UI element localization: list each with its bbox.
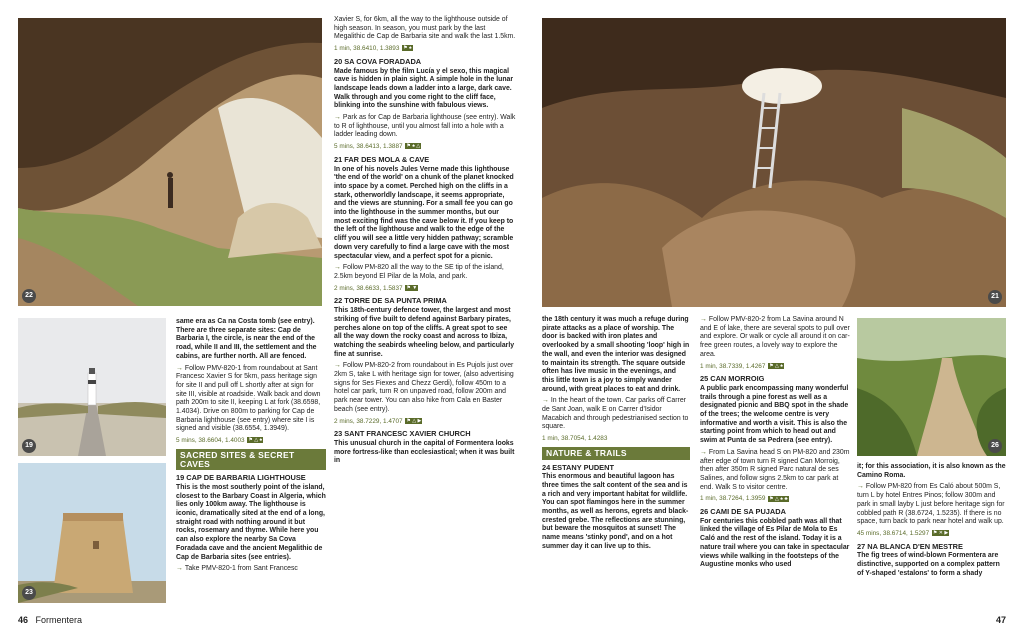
entry-description: In one of his novels Jules Verne made this lighthouse 'the end of the world' on a chunk of the planet knocked into space by a comet. Perched high on the cliffs in a stark, otherworldly landscape, it seems appropriate, and the views are stunning. For a small fee you can go into the lighthouse in the summer months, but our most exciting find was the cave below it. If you keep to the left of the lighthouse and walk to the edge of the cliff you will see a little very hidden pathway; scramble down very carefully to find a large cave with the most spectacular view, and a perfect spot for a picnic. xyxy=(334,165,514,260)
entry-directions: → Park as for Cap de Barbaria lighthouse (see entry). Walk to R of lighthouse, until you almost fall into a hole with a ladder leading down. xyxy=(334,114,516,139)
cami-sa-pujada-photo xyxy=(857,318,1006,456)
entry-directions: → Follow PM-820 from Es Caló about 500m S, turn L by hotel Entres Pinos; follow 300m and park in small layby L just before heritage sign for cobbled path R (38.6724, 1.5235). If there is no space, turn back to park near hotel and walk up. xyxy=(857,483,1005,526)
photo-number: 23 xyxy=(22,586,36,600)
photo-number: 21 xyxy=(988,290,1002,304)
arrow-icon: → xyxy=(542,397,549,405)
entry-description: Made famous by the film Lucía y el sexo, this magical cave is hidden in plain sight. A simple hole in the lunar landscape leads down a ladder into a large, dark cave. Walk through and you come right to the cliff face, blinking into the sunshine with fabulous views. xyxy=(334,67,514,110)
entry-description: This unusual church in the capital of Formentera looks more fortress-like than ecclesiastical; when it was built in xyxy=(334,439,515,465)
photo-number: 19 xyxy=(22,439,36,453)
entry-description: This enormous and beautiful lagoon has three times the salt content of the sea and is a rich and very important habitat for wildlife. You can spot flamingos here in the summer months, as well as herons, egrets and black-crested grebe. The reflections are stunning, but beware the mosquitos at sunset! The name means 'stinky pond', and on a hot summer day it can live up to this. xyxy=(542,473,689,550)
text-column-5 xyxy=(857,463,1007,581)
entry-meta: 2 mins, 38.7229, 1.4707 ⚑ △ ▶ xyxy=(334,417,422,425)
entry-title: 25 CAN MORROIG xyxy=(700,374,765,384)
entry-meta: 5 mins, 38.6604, 1.4003 ⚑ △ ♠ xyxy=(176,437,263,445)
torre-punta-prima-photo xyxy=(18,463,166,603)
entry-directions: → Follow PMV-820-1 from roundabout at Sant Francesc Xavier S for 5km, pass heritage sign for site II and pull off L shortly after at sign for site III, visible at roadside. Walk back and down path 200m to site II, keeping L at fork (38.6598, 1.4034). Drive on 800m to parking for Cap de Barbaria lighthouse (see entry) where site I is signed and visible (38.6554, 1.3949). xyxy=(176,364,321,433)
section-heading: NATURE & TRAILS xyxy=(542,447,690,460)
cave-ladder-photo xyxy=(542,18,1006,307)
arrow-icon: → xyxy=(176,565,183,573)
facility-icons: ⚑ △ ♠ xyxy=(769,362,783,369)
region-name: Formentera xyxy=(35,615,83,625)
continued-text: Xavier S, for 6km, all the way to the lighthouse outside of high season. In season, you must park by the last Megalithic de Cap de Barbaria site and walk the last 1.5km. xyxy=(334,16,516,41)
arrow-icon: → xyxy=(334,114,341,122)
entry-directions: → From La Savina head S on PM-820 and 230m after edge of town turn R signed Can Morroig, then after 350m R signed Parc natural de ses Salines, and follow signs 2.5km to car park at end. Walk S to visitor centre. xyxy=(700,448,850,491)
arrow-icon: → xyxy=(334,362,341,370)
entry-description: This 18th-century defence tower, the largest and most striking of five built to defend against Barbary pirates, perches alone on top of the cliffs. A great spot to see all the way down the rocky coast and across to Ibiza, watching the seabirds wheeling below, and particularly fine at sunrise. xyxy=(334,307,515,358)
entry-title: 20 SA COVA FORADADA xyxy=(334,56,422,66)
footer-left xyxy=(18,615,82,625)
entry-meta: 1 min, 38.7054, 1.4283 xyxy=(542,435,608,443)
facility-icons: ⚑ ▼ xyxy=(406,285,418,291)
entry-title: 19 CAP DE BARBARIA LIGHTHOUSE xyxy=(176,473,306,483)
arrow-icon: → xyxy=(334,264,341,272)
text-column-2 xyxy=(334,16,516,469)
entry-directions: → In the heart of the town. Car parks off Carrer de Sant Joan, walk E on Carrer d'Isidor Macabich and through pedestrianised section to square. xyxy=(542,397,689,431)
entry-meta: 45 mins, 38.6714, 1.5297 ⚑ ✕ ▶ xyxy=(857,529,949,537)
continued-description: it; for this association, it is also known as the Camino Roma. xyxy=(857,463,1006,479)
entry-directions: → Take PMV-820-1 from Sant Francesc xyxy=(176,565,298,573)
entry-meta: 1 min, 38.7264, 1.3959 ⚑ △ ♠ ♣ xyxy=(700,495,788,503)
arrow-icon: → xyxy=(700,448,707,456)
entry-meta: 1 min, 38.7339, 1.4267 ⚑ △ ♠ xyxy=(700,362,783,370)
continued-description: the 18th century it was much a refuge during pirate attacks as a place of worship. The door is backed with iron plates and overlooked by a small shooting 'loop' high in the wall, and even the interior was designed to maintain its strength. The square outside often has live music in the evenings, and this little town is a joy to simply wander around, with great places to eat and drink. xyxy=(542,316,690,393)
photo-number: 22 xyxy=(22,289,36,303)
entry-description: For centuries this cobbled path was all that linked the village of Es Pilar de Mola to Es Caló and the rest of the island. Today it is a nature trail where you can take in spectacular views while walking in the footsteps of the Augustine monks who used xyxy=(700,517,850,569)
facility-icons: ⚑ ♠ xyxy=(403,45,412,52)
entry-directions: → Follow PMV-820-2 from La Savina around N and E of lake, there are several spots to pull over and explore. Or walk or cycle all around it on car-free green routes, a lovely way to explore the area. xyxy=(700,316,850,358)
arrow-icon: → xyxy=(176,364,183,372)
facility-icons: ⚑ ♠ △ xyxy=(406,143,421,150)
cave-foradada-photo xyxy=(18,18,322,306)
entry-title: 23 SANT FRANCESC XAVIER CHURCH xyxy=(334,429,471,439)
entry-directions: → Follow PM-820-2 from roundabout in Es Pujols just over 2km S, take L with heritage sign for tower, (also advertising signs for Ses Fiexes and Chezz Gerdi), follow 450m to a hotel car park, turn R on unpaved road, follow 200m and park near tower. You can also hike from Cala en Baster beach (see entry). xyxy=(334,362,514,413)
facility-icons: ⚑ ✕ ▶ xyxy=(932,530,949,537)
entry-title: 26 CAMI DE SA PUJADA xyxy=(700,507,786,517)
entry-meta: 5 mins, 38.6413, 1.3887 ⚑ ♠ △ xyxy=(334,143,421,151)
text-column-3 xyxy=(542,316,690,555)
arrow-icon: → xyxy=(857,483,864,491)
entry-meta: 1 min, 38.6410, 1.3893 ⚑ ♠ xyxy=(334,45,412,53)
entry-description: A public park encompassing many wonderful trails through a pine forest as well as a designated picnic and BBQ spot in the shade of the trees; the welcome centre is very informative and worth a visit. This is also the starting point from which to head out and swim at Punta de sa Pedrera (see entry). xyxy=(700,384,849,445)
continued-description: same era as Ca na Costa tomb (see entry). There are three separate sites: Cap de Barbaria I, the circle, is near the end of the road, while II and III, the settlement and the cabins, are further north. All are fenced. xyxy=(176,318,317,360)
lighthouse-barbaria-photo xyxy=(18,318,166,456)
entry-title: 24 ESTANY PUDENT xyxy=(542,462,614,472)
entry-directions: → Follow PM-820 all the way to the SE tip of the island, 2.5km beyond El Pilar de la Mola, and park. xyxy=(334,264,504,280)
text-column-1 xyxy=(176,318,326,577)
entry-description: This is the most southerly point of the island, closest to the Barbary Coast in Algeria, which lies only 100km away. The lighthouse is iconic, dramatically sited at the end of a long, straight road with nothing around it but rocks, rosemary and thyme. While here you can also explore the nearby Sa Cova Foradada cave and the ancient Megalithic de Cap de Barbaria sites (see entries). xyxy=(176,483,326,561)
entry-description: The fig trees of wind-blown Formentera are distinctive, supported on a complex pattern of Y-shaped 'estalons' to form a shady xyxy=(857,552,1000,577)
entry-meta: 2 mins, 38.6633, 1.5837 ⚑ ▼ xyxy=(334,284,418,292)
facility-icons: ⚑ △ ♠ xyxy=(248,437,263,444)
entry-title: 27 NA BLANCA D'EN MESTRE xyxy=(857,541,963,551)
section-heading: SACRED SITES & SECRET CAVES xyxy=(176,449,326,470)
page-number: 47 xyxy=(995,615,1006,625)
facility-icons: ⚑ △ ♠ ♣ xyxy=(769,495,788,502)
text-column-4 xyxy=(700,316,850,573)
arrow-icon: → xyxy=(700,316,707,323)
entry-title: 21 FAR DES MOLA & CAVE xyxy=(334,154,430,164)
photo-number: 26 xyxy=(988,439,1002,453)
facility-icons: ⚑ △ ▶ xyxy=(406,417,422,424)
page-number: 46 xyxy=(18,615,29,625)
entry-title: 22 TORRE DE SA PUNTA PRIMA xyxy=(334,296,447,306)
